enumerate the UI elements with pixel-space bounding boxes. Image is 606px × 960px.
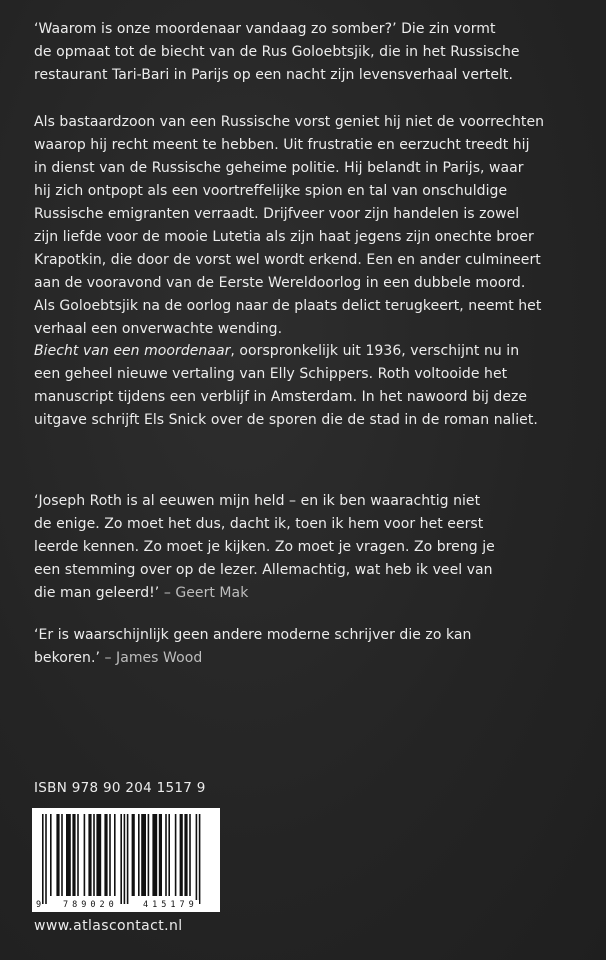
text-fragment: die man geleerd!’	[34, 585, 160, 601]
barcode-bar	[50, 814, 52, 896]
barcode-bar	[93, 814, 95, 896]
text-line: manuscript tijdens een verblijf in Amsterdam. In het nawoord bij deze	[34, 389, 528, 405]
text-line: Als bastaardzoon van een Russische vorst geniet hij niet de voorrechten	[34, 114, 545, 130]
text-line	[34, 340, 594, 363]
text-line: de enige. Zo moet het dus, dacht ik, toen ik hem voor het eerst	[34, 516, 484, 532]
publisher-website: www.atlascontact.nl	[34, 918, 183, 934]
isbn-number: ISBN 978 90 204 1517 9	[34, 780, 206, 796]
book-title: Biecht van een moordenaar	[34, 343, 231, 359]
barcode-bar	[127, 814, 129, 904]
text-fragment: , oorspronkelijk uit 1936, verschijnt nu in	[230, 343, 520, 359]
barcode-bar	[109, 814, 111, 896]
barcode-bar	[88, 814, 91, 896]
barcode-bar	[120, 814, 122, 904]
text-line: in dienst van de Russische geheime politie. Hij belandt in Parijs, waar	[34, 160, 524, 176]
barcode-digits-left: 789020	[63, 900, 118, 910]
text-line: een geheel nieuwe vertaling van Elly Schippers. Roth voltooide het	[34, 366, 508, 382]
barcode-bar	[180, 814, 183, 896]
text-line: een stemming over op de lezer. Allemachtig, wat heb ik veel van	[34, 562, 493, 578]
text-line	[34, 582, 594, 605]
barcode-bar	[104, 814, 107, 896]
barcode-bar	[42, 814, 44, 904]
barcode-bar	[124, 814, 126, 904]
barcode-bar	[175, 814, 177, 896]
barcode-bar	[114, 814, 116, 896]
text-line: waarop hij recht meent te hebben. Uit frustratie en eerzucht treedt hij	[34, 137, 530, 153]
blurb-paragraph-plot	[34, 111, 594, 341]
barcode-bar	[184, 814, 187, 896]
barcode-bar	[199, 814, 201, 904]
text-line: de opmaat tot de biecht van de Rus Goloebtsjik, die in het Russische	[34, 44, 520, 60]
barcode-digit-first: 9	[36, 900, 42, 910]
barcode-bar	[56, 814, 59, 896]
quote-attribution: – Geert Mak	[159, 585, 249, 601]
review-quote-geert-mak	[34, 490, 594, 605]
barcode	[32, 808, 220, 912]
text-line: verhaal een onverwachte wending.	[34, 321, 283, 337]
blurb-paragraph-edition	[34, 340, 594, 432]
barcode-bar	[152, 814, 157, 896]
text-fragment: bekoren.’	[34, 650, 100, 666]
barcode-bar	[66, 814, 71, 896]
barcode-bar	[189, 814, 191, 896]
barcode-bar	[165, 814, 167, 896]
barcode-bar	[132, 814, 135, 896]
barcode-digits-right: 415179	[143, 900, 198, 910]
quote-attribution: – James Wood	[99, 650, 203, 666]
barcode-bar	[141, 814, 146, 896]
text-line: leerde kennen. Zo moet je kijken. Zo moet je vragen. Zo breng je	[34, 539, 495, 555]
text-line: Russische emigranten verraadt. Drijfveer voor zijn handelen is zowel	[34, 206, 520, 222]
barcode-bar	[77, 814, 79, 896]
barcode-bar	[45, 814, 47, 904]
text-line: Als Goloebtsjik na de oorlog naar de plaats delict terugkeert, neemt het	[34, 298, 542, 314]
review-quote-james-wood	[34, 624, 594, 670]
text-line	[34, 647, 594, 670]
text-line: ‘Er is waarschijnlijk geen andere moderne schrijver die zo kan	[34, 627, 472, 643]
barcode-bar	[96, 814, 101, 896]
text-line: restaurant Tari-Bari in Parijs op een nacht zijn levensverhaal vertelt.	[34, 67, 513, 83]
barcode-bar	[196, 814, 198, 904]
barcode-bar	[61, 814, 63, 896]
barcode-bar	[159, 814, 162, 896]
barcode-bar	[148, 814, 150, 896]
barcode-bars	[32, 808, 220, 912]
text-line: ‘Waarom is onze moordenaar vandaag zo somber?’ Die zin vormt	[34, 21, 496, 37]
barcode-bar	[84, 814, 86, 896]
barcode-bar	[138, 814, 140, 896]
text-line: zijn liefde voor de mooie Lutetia als zijn haat jegens zijn onechte broer	[34, 229, 534, 245]
text-line: Krapotkin, die door de vorst wel wordt erkend. Een en ander culmineert	[34, 252, 541, 268]
text-line: ‘Joseph Roth is al eeuwen mijn held – en ik ben waarachtig niet	[34, 493, 481, 509]
barcode-bar	[72, 814, 75, 896]
barcode-bar	[168, 814, 170, 896]
blurb-paragraph-opening	[34, 18, 594, 87]
text-line: hij zich ontpopt als een voortreffelijke spion en tal van onschuldige	[34, 183, 508, 199]
text-line: aan de vooravond van de Eerste Wereldoorlog in een dubbele moord.	[34, 275, 526, 291]
text-line: uitgave schrijft Els Snick over de sporen die de stad in de roman naliet.	[34, 412, 538, 428]
